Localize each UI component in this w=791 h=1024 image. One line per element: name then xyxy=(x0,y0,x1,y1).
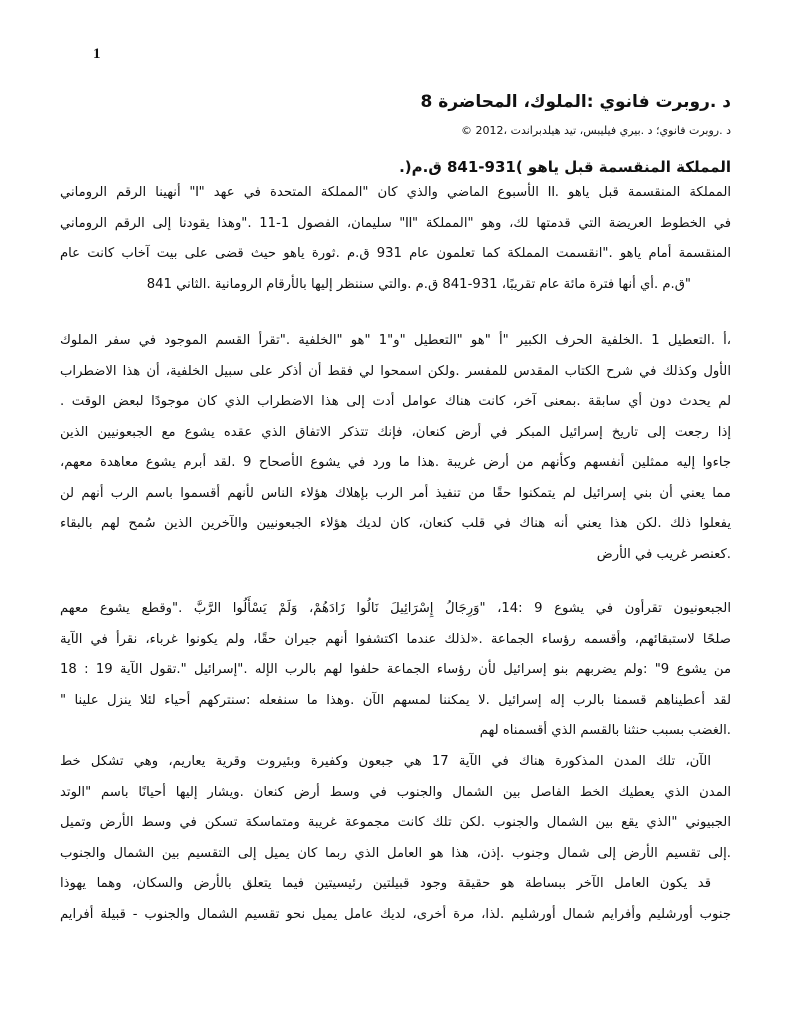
paragraph-5 xyxy=(60,869,731,930)
paragraph-line: صلحًا لاستبقائهم، وأقسمه رؤساء الجماعة .«لذلك عندما اكتشفوا أنهم جيران حقًا، ولم يكونوا غرباء، نقرأ في الآية xyxy=(60,631,731,647)
paragraph-line: الآن، تلك المدن المذكورة هناك في الآية 17 هي جبعون وكفيرة وبئيروت وقرية يعاريم، وهي تشكل خط xyxy=(60,754,711,769)
paragraph-line: الجبعونيون تقرأون في يشوع 9 :14، "وَرِجَالُ إِسْرَائِيلَ نَالُوا زَادَهُمْ، وَلَمْ يَسْأَلُوا الرَّبَّ ."وقطع يشوع معهم xyxy=(60,601,731,616)
paragraph-line: من يشوع 9" :ولم يضربهم بنو إسرائيل لأن رؤساء الجماعة حلفوا لهم بالرب الإله ."إسرائيل ".تقول الآية 19 : 18 xyxy=(60,662,732,677)
document-byline: د .روبرت فانوي؛ د .بيري فيليبس، تيد هيلدبراندت ،2012 © xyxy=(461,124,731,137)
paragraph-line: مما يعني أن بني إسرائيل لم يتمكنوا حقًا من تنفيذ أمر الرب بإهلاك هؤلاء الناس لأنهم أقسموا باسم الرب أنهم لن xyxy=(60,485,731,501)
paragraph-3 xyxy=(60,594,731,747)
paragraph-2 xyxy=(60,326,731,570)
paragraph-line: الجبيوني "الذي يقع بين الشمال والجنوب .لكن تلك كانت مجموعة غريبة ومتماسكة تسكن في وسط الأرض وتميل xyxy=(60,815,731,830)
paragraph-line: الأول وكذلك في شرح الكتاب المقدس للمفسر .ولكن اسمحوا لي فقط أن أذكر على سبيل الخلفية، أن هذا الاضطراب xyxy=(60,363,731,379)
paragraph-line: لقد أعطيناهم قسمنا بالرب إله إسرائيل .لا يمكننا لمسهم الآن .وهذا ما سنفعله :سنتركهم أحياء لئلا ينزل علينا " xyxy=(60,692,731,708)
paragraph-1 xyxy=(60,178,731,300)
paragraph-line: .إلى تقسيم الأرض إلى شمال وجنوب .إذن، هذا هو العامل الذي ربما كان يميل إلى التقسيم بين الشمال والجنوب xyxy=(60,845,731,861)
paragraph-line: المدن الذي يعطيك الخط الفاصل بين الشمال والجنوب في وسط أرض كنعان .ويشار إليها أحيانًا باسم "الوتد xyxy=(60,784,731,800)
paragraph-line: المنقسمة أمام ياهو ."انقسمت المملكة كما تعلمون عام 931 ق.م .ثورة ياهو حيث قضى على بيت آخاب كانت عام xyxy=(60,246,731,261)
paragraph-line: إذا رجعت إلى تاريخ إسرائيل المبكر في أرض كنعان، فإنك تتذكر الاتفاق الذي عقده يشوع مع الجبعونيين الذين xyxy=(60,424,731,440)
paragraph-line: لم يحدث دون أي سابقة .بمعنى آخر، كانت هناك عوامل أدت إلى هذا الاضطراب الذي كان موجودًا لبعض الوقت . xyxy=(60,394,731,409)
document-title: د .روبرت فانوي :الملوك، المحاضرة 8 xyxy=(420,92,731,112)
paragraph-line: .الغضب بسبب حنثنا بالقسم الذي أقسمناه لهم xyxy=(479,723,731,738)
page-number: 1 xyxy=(93,46,101,62)
section-heading: المملكة المنقسمة قبل ياهو )931-841 ق.م(. xyxy=(399,158,731,176)
paragraph-line: المملكة المنقسمة قبل ياهو .II الأسبوع الماضي والذي كان "المملكة المتحدة في عهد "I" أنهينا الرقم الروماني xyxy=(60,185,731,200)
paragraph-line: جاءوا إليه ممثلين أنفسهم وكأنهم من أرض غريبة .هذا ما ورد في يشوع الأصحاح 9 .لقد أبرم يشوع معاهدة معهم، xyxy=(60,455,732,470)
paragraph-line: جنوب أورشليم وأفرايم شمال أورشليم .لذا، مرة أخرى، لديك عامل يميل نحو تقسيم الشمال والجنوب - قبيلة أفرايم xyxy=(60,906,731,922)
paragraph-line: ،أ .التعطيل 1 .الخلفية الحرف الكبير "أ "هو "التعطيل "و"1 "هو "الخلفية ."تقرأ القسم الموجود في سفر الملوك xyxy=(60,333,731,348)
paragraph-line: قد يكون العامل الآخر ببساطة هو حقيقة وجود قبيلتين رئيسيتين فيما يتعلق بالأرض والسكان، وهما يهوذا xyxy=(60,876,711,891)
paragraph-line: "ق.م .أي أنها فترة مائة عام تقريبًا، 931-841 ق.م .والتي سننظر إليها بالأرقام الرومانية .الثاني 841 xyxy=(146,276,691,292)
paragraph-line: .كعنصر غريب في الأرض xyxy=(596,546,731,562)
paragraph-4 xyxy=(60,747,731,869)
paragraph-line: في الخطوط العريضة التي قدمتها لك، وهو "المملكة "II" سليمان، الفصول 1-11 ."وهذا يقودنا إلى الرقم الروماني xyxy=(60,215,731,231)
paragraph-line: يفعلوا ذلك .لكن هذا يعني أنه هناك في قلب كنعان، كان لديك هؤلاء الجبعونيين والآخرين الذين سُمح لهم بالبقاء xyxy=(60,516,731,531)
